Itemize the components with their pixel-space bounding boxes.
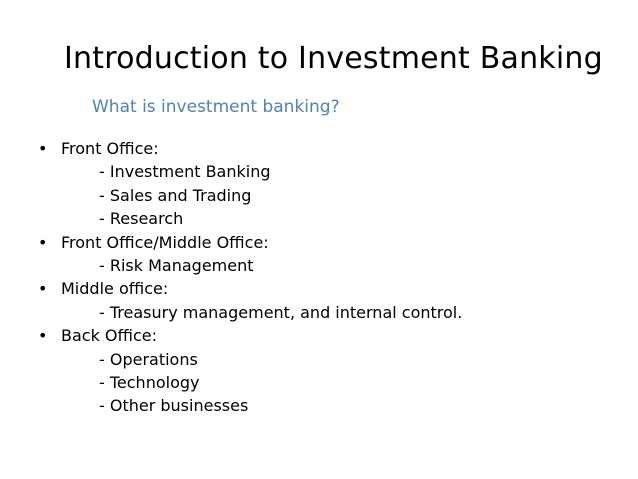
bullet-dot-icon: • [38,232,48,252]
bullet-front-middle-office [38,231,618,278]
bullet-heading [38,277,618,300]
sub-item: - Operations [99,349,198,369]
sub-item: - Treasury management, and internal control. [99,302,463,322]
bullet-label: Back Office: [61,326,158,346]
bullet-heading [38,231,618,254]
sub-item: - Other businesses [99,396,249,416]
slide-title: Introduction to Investment Banking [64,41,603,76]
bullet-dot-icon: • [38,139,48,158]
sub-item: - Risk Management [99,256,254,276]
sub-item: - Investment Banking [99,162,271,182]
bullet-label: Front Office: [61,139,159,158]
sub-item: - Technology [99,373,200,393]
slide-subtitle: What is investment banking? [92,97,340,117]
bullet-heading [38,137,618,160]
bullet-front-office [38,137,618,231]
bullet-label: Front Office/Middle Office: [61,232,269,252]
bullet-middle-office [38,277,618,324]
bullet-dot-icon: • [38,279,48,299]
bullet-back-office [38,324,618,418]
sub-item: - Sales and Trading [99,185,252,205]
bullet-heading [38,324,618,347]
bullet-dot-icon: • [38,326,48,346]
bullet-list [38,137,618,418]
sub-item: - Research [99,209,184,229]
bullet-label: Middle office: [61,279,169,299]
